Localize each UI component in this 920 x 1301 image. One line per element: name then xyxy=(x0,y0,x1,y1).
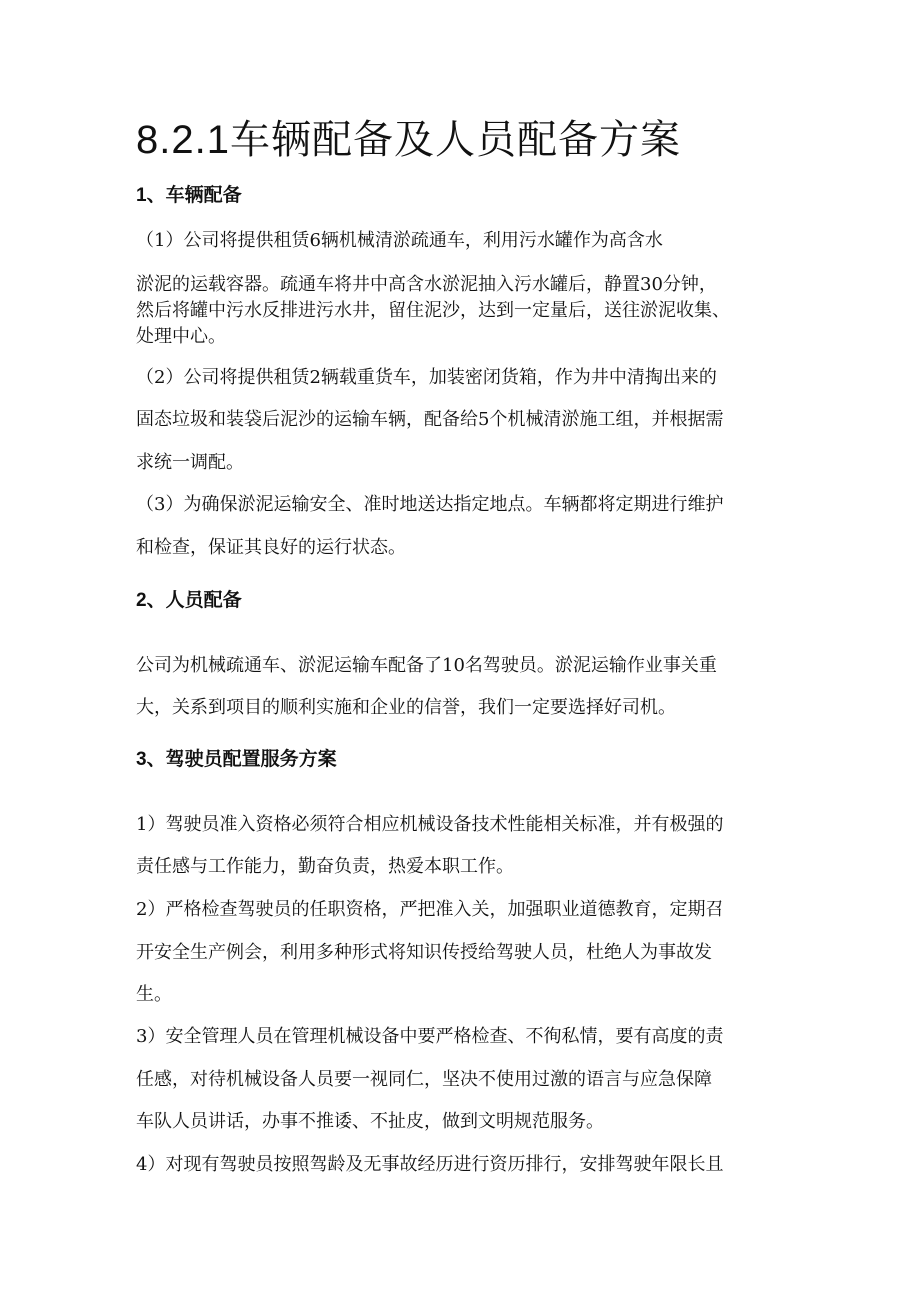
paragraph-line: 责任感与工作能力，勤奋负责，热爱本职工作。 xyxy=(136,856,514,877)
paragraph-line: 淤泥的运载容器。疏通车将井中高含水淤泥抽入污水罐后，静置30分钟， xyxy=(136,274,717,295)
paragraph-line: 1）驾驶员准入资格必须符合相应机械设备技术性能相关标准，并有极强的 xyxy=(136,814,724,835)
section-heading-vehicles: 1、车辆配备 xyxy=(136,185,242,206)
paragraph-line: 3）安全管理人员在管理机械设备中要严格检查、不徇私情，要有高度的责 xyxy=(136,1026,724,1047)
paragraph-line: 2）严格检查驾驶员的任职资格，严把准入关，加强职业道德教育，定期召 xyxy=(136,899,724,920)
paragraph-line: 任感，对待机械设备人员要一视同仁，坚决不使用过激的语言与应急保障 xyxy=(136,1069,712,1090)
paragraph-line: （3）为确保淤泥运输安全、准时地送达指定地点。车辆都将定期进行维护 xyxy=(136,494,724,515)
paragraph-line: 处理中心。 xyxy=(136,326,226,347)
paragraph-line: 然后将罐中污水反排进污水井，留住泥沙，达到一定量后，送往淤泥收集、 xyxy=(136,300,730,321)
paragraph-line: 固态垃圾和装袋后泥沙的运输车辆，配备给5个机械清淤施工组，并根据需 xyxy=(136,409,724,430)
paragraph-line: 和检查，保证其良好的运行状态。 xyxy=(136,537,406,558)
section-heading-personnel: 2、人员配备 xyxy=(136,590,242,611)
paragraph-line: 公司为机械疏通车、淤泥运输车配备了10名驾驶员。淤泥运输作业事关重 xyxy=(136,655,717,676)
paragraph-line: 求统一调配。 xyxy=(136,452,244,473)
paragraph-line: 大，关系到项目的顺利实施和企业的信誉，我们一定要选择好司机。 xyxy=(136,697,676,718)
paragraph-line: 生。 xyxy=(136,984,172,1005)
paragraph-line: 4）对现有驾驶员按照驾龄及无事故经历进行资历排行，安排驾驶年限长且 xyxy=(136,1154,724,1175)
page-title: 8.2.1车辆配备及人员配备方案 xyxy=(136,118,681,162)
paragraph-line: 车队人员讲话，办事不推诿、不扯皮，做到文明规范服务。 xyxy=(136,1111,604,1132)
paragraph-line: 开安全生产例会，利用多种形式将知识传授给驾驶人员，杜绝人为事故发 xyxy=(136,942,712,963)
paragraph-line: （1）公司将提供租赁6辆机械清淤疏通车，利用污水罐作为高含水 xyxy=(136,230,663,251)
section-heading-driver-service: 3、驾驶员配置服务方案 xyxy=(136,749,337,770)
paragraph-line: （2）公司将提供租赁2辆载重货车，加装密闭货箱，作为井中清掏出来的 xyxy=(136,367,717,388)
